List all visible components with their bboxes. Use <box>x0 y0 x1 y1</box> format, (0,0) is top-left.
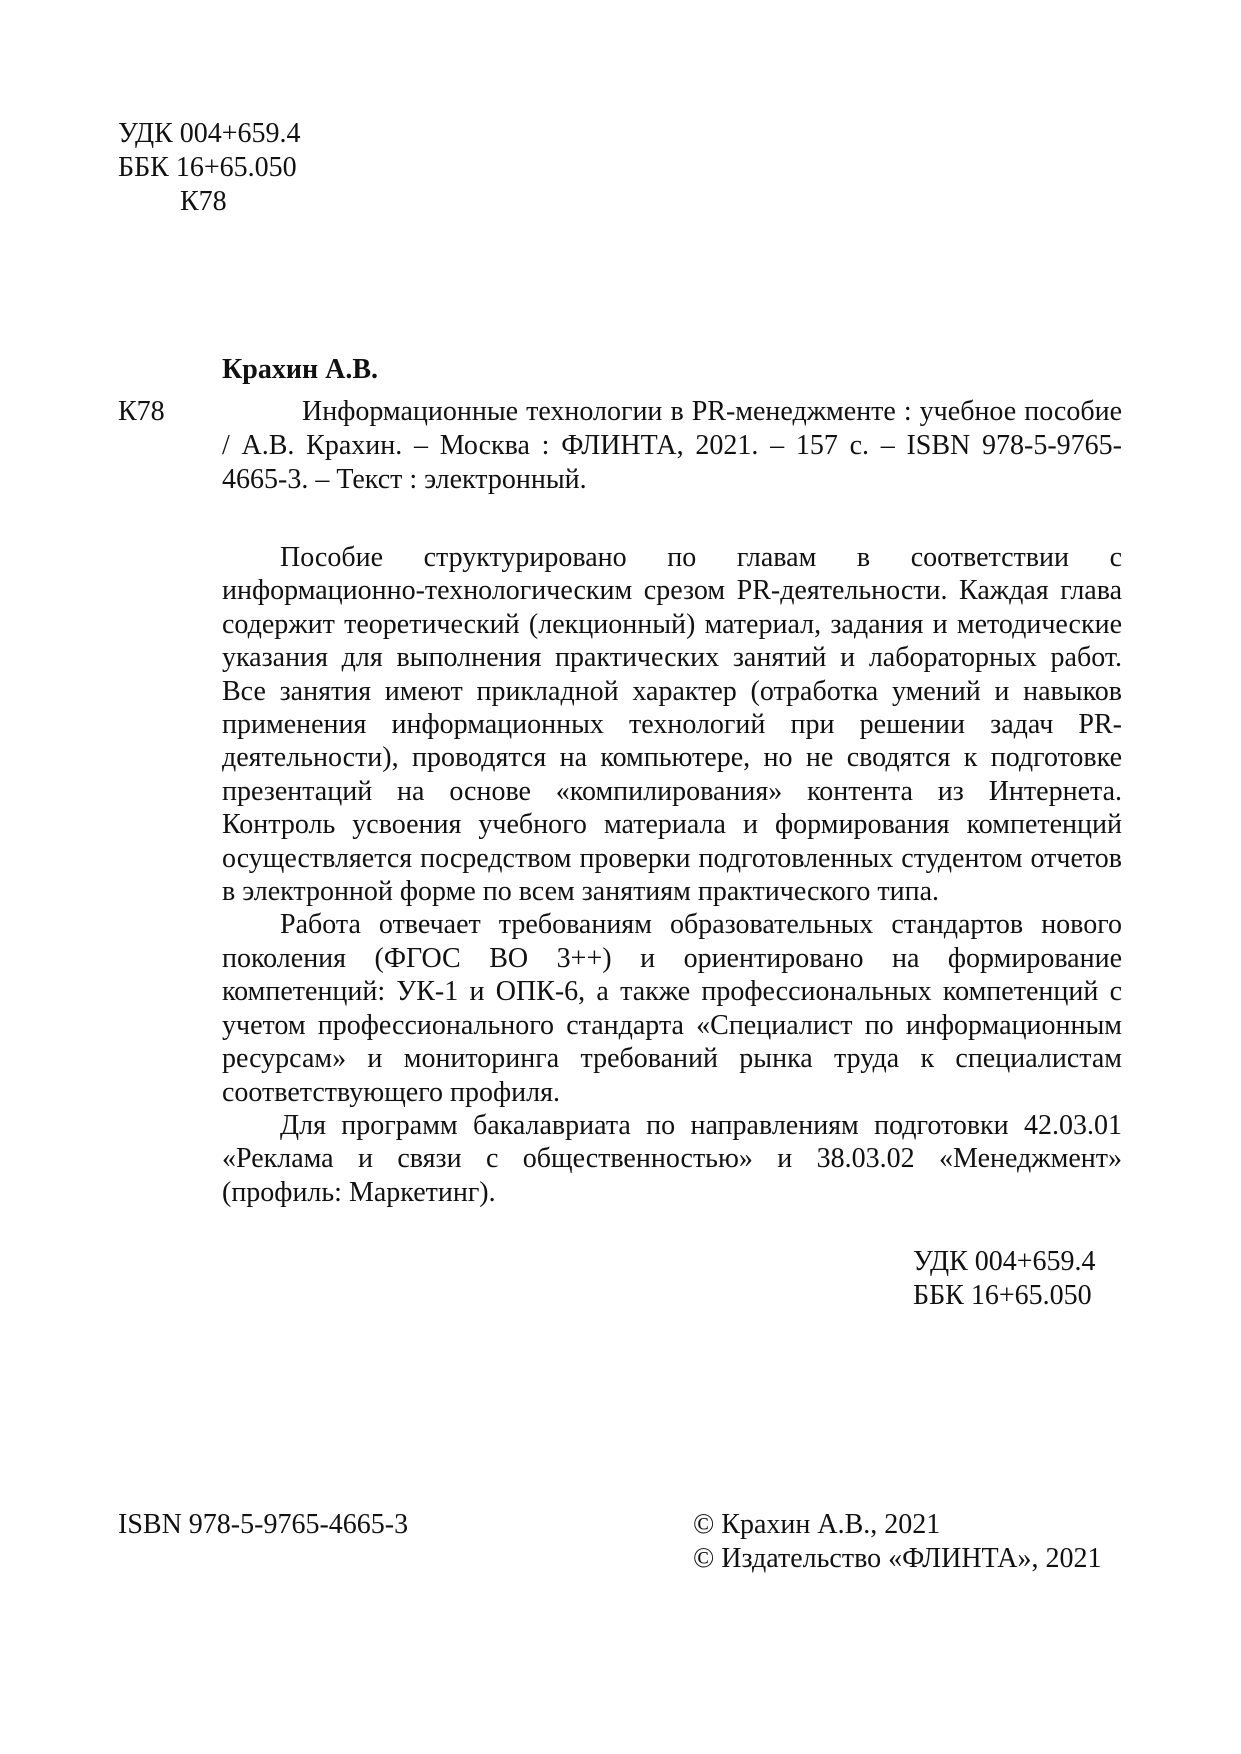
bbk-code: ББК 16+65.050 <box>913 1280 1092 1311</box>
copyright-publisher: © Издательство «ФЛИНТА», 2021 <box>693 1543 1102 1574</box>
author-heading: Крахин А.В. <box>222 354 379 385</box>
abstract-paragraph: Пособие структурировано по главам в соответствии с информационно-технологическим срезом PR-деятельности. Каждая глава содержит теоретический (лекционный) материал, задания и методические указания для выполнения практических занятий и лабораторных работ. Все занятия имеют прикладной характер (отработка умений и навыков применения информационных технологий при решении задач PR-деятельности), проводятся на компьютере, но не сводятся к подготовке презентаций на основе «компилирования» контента из Интернета. Контроль усвоения учебного материала и формирования компетенций осуществляется посредством проверки подготовленных студентом отчетов в электронной форме по всем занятиям практического типа. <box>222 542 1122 908</box>
udk-code: УДК 004+659.4 <box>913 1246 1096 1277</box>
author-mark: К78 <box>180 186 227 217</box>
bibliographic-description <box>222 395 1122 497</box>
bbk-code: ББК 16+65.050 <box>118 152 297 183</box>
author-mark-margin: К78 <box>118 396 165 427</box>
abstract-paragraph: Для программ бакалавриата по направлениям подготовки 42.03.01 «Реклама и связи с общественностью» и 38.03.02 «Менеджмент» (профиль: Маркетинг). <box>222 1109 1122 1208</box>
footer-classification-codes <box>913 1245 1096 1313</box>
header-classification-codes <box>118 117 301 219</box>
abstract-paragraph: Работа отвечает требованиям образовательных стандартов нового поколения (ФГОС ВО 3++) и ориентировано на формирование компетенций: УК-1 и ОПК-6, а также профессиональных компетенций с учетом профессионального стандарта «Специалист по информационным ресурсам» и мониторинга требований рынка труда к специалистам соответствующего профиля. <box>222 909 1122 1108</box>
copyright-author: © Крахин А.В., 2021 <box>693 1509 941 1540</box>
udk-code: УДК 004+659.4 <box>118 118 301 149</box>
abstract <box>222 541 1122 1209</box>
bibliographic-text: Информационные технологии в PR-менеджменте : учебное пособие / А.В. Крахин. – Москва : ФЛИНТА, 2021. – 157 с. – ISBN 978-5-9765-4665-3. – Текст : электронный. <box>222 396 1122 495</box>
copyright-block <box>693 1508 1101 1576</box>
isbn: ISBN 978-5-9765-4665-3 <box>118 1509 409 1540</box>
